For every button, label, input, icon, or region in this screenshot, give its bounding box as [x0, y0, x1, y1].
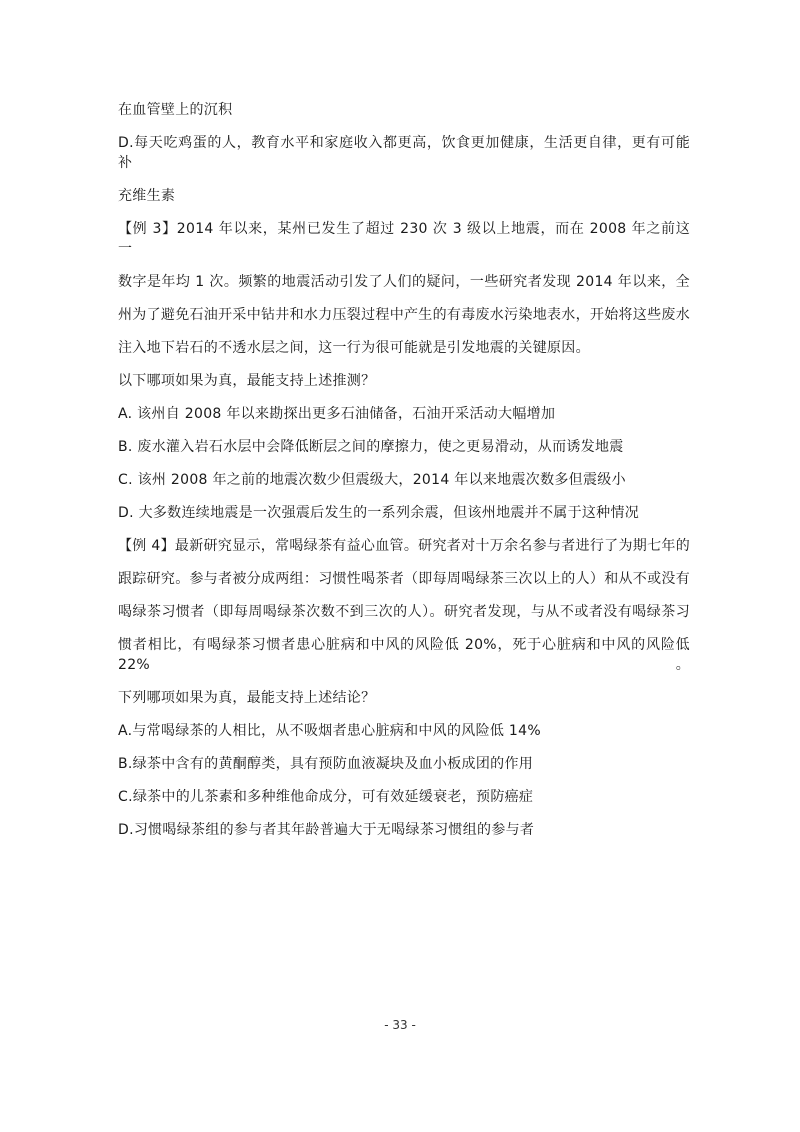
document-body [118, 100, 690, 840]
option-a: A.与常喝绿茶的人相比，从不吸烟者患心脏病和中风的风险低 14% [118, 723, 541, 739]
option-c: C.绿茶中的儿茶素和多种维他命成分，可有效延缓衰老，预防癌症 [118, 789, 534, 805]
text-line: 充维生素 [118, 188, 176, 204]
text-line: 数字是年均 1 次。频繁的地震活动引发了人们的疑问，一些研究者发现 2014 年以来，全 [118, 274, 690, 290]
option-b: B. 废水灌入岩石水层中会降低断层之间的摩擦力，使之更易滑动，从而诱发地震 [118, 439, 624, 455]
text-line: 注入地下岩石的不透水层之间，这一行为很可能就是引发地震的关键原因。 [118, 340, 590, 356]
text-line: D.每天吃鸡蛋的人，教育水平和家庭收入都更高，饮食更加健康，生活更自律，更有可能补 [118, 135, 690, 171]
text-line: 州为了避免石油开采中钻井和水力压裂过程中产生的有毒废水污染地表水，开始将这些废水 [118, 307, 690, 323]
text-line: 跟踪研究。参与者被分成两组：习惯性喝茶者（即每周喝绿茶三次以上的人）和从不或没有 [118, 571, 690, 587]
option-c: C. 该州 2008 年之前的地震次数少但震级大，2014 年以来地震次数多但震级小 [118, 472, 626, 488]
text-line: 在血管壁上的沉积 [118, 102, 233, 118]
example-4-heading: 【例 4】最新研究显示，常喝绿茶有益心血管。研究者对十万余名参与者进行了为期七年的 [118, 538, 690, 554]
question-prompt: 下列哪项如果为真，最能支持上述结论？ [118, 690, 376, 706]
text-line: 惯者相比，有喝绿茶习惯者患心脏病和中风的风险低 20%，死于心脏病和中风的风险低 22%。 [118, 637, 690, 673]
example-3-heading: 【例 3】2014 年以来，某州已发生了超过 230 次 3 级以上地震，而在 2008 年之前这一 [118, 221, 690, 257]
option-b: B.绿茶中含有的黄酮醇类，具有预防血液凝块及血小板成团的作用 [118, 756, 534, 772]
question-prompt: 以下哪项如果为真，最能支持上述推测？ [118, 373, 376, 389]
page-number: - 33 - [384, 1018, 416, 1032]
option-d: D. 大多数连续地震是一次强震后发生的一系列余震，但该州地震并不属于这种情况 [118, 505, 640, 521]
option-a: A. 该州自 2008 年以来勘探出更多石油储备，石油开采活动大幅增加 [118, 406, 556, 422]
option-d: D.习惯喝绿茶组的参与者其年龄普遍大于无喝绿茶习惯组的参与者 [118, 822, 535, 838]
text-line: 喝绿茶习惯者（即每周喝绿茶次数不到三次的人）。研究者发现，与从不或者没有喝绿茶习 [118, 604, 690, 620]
